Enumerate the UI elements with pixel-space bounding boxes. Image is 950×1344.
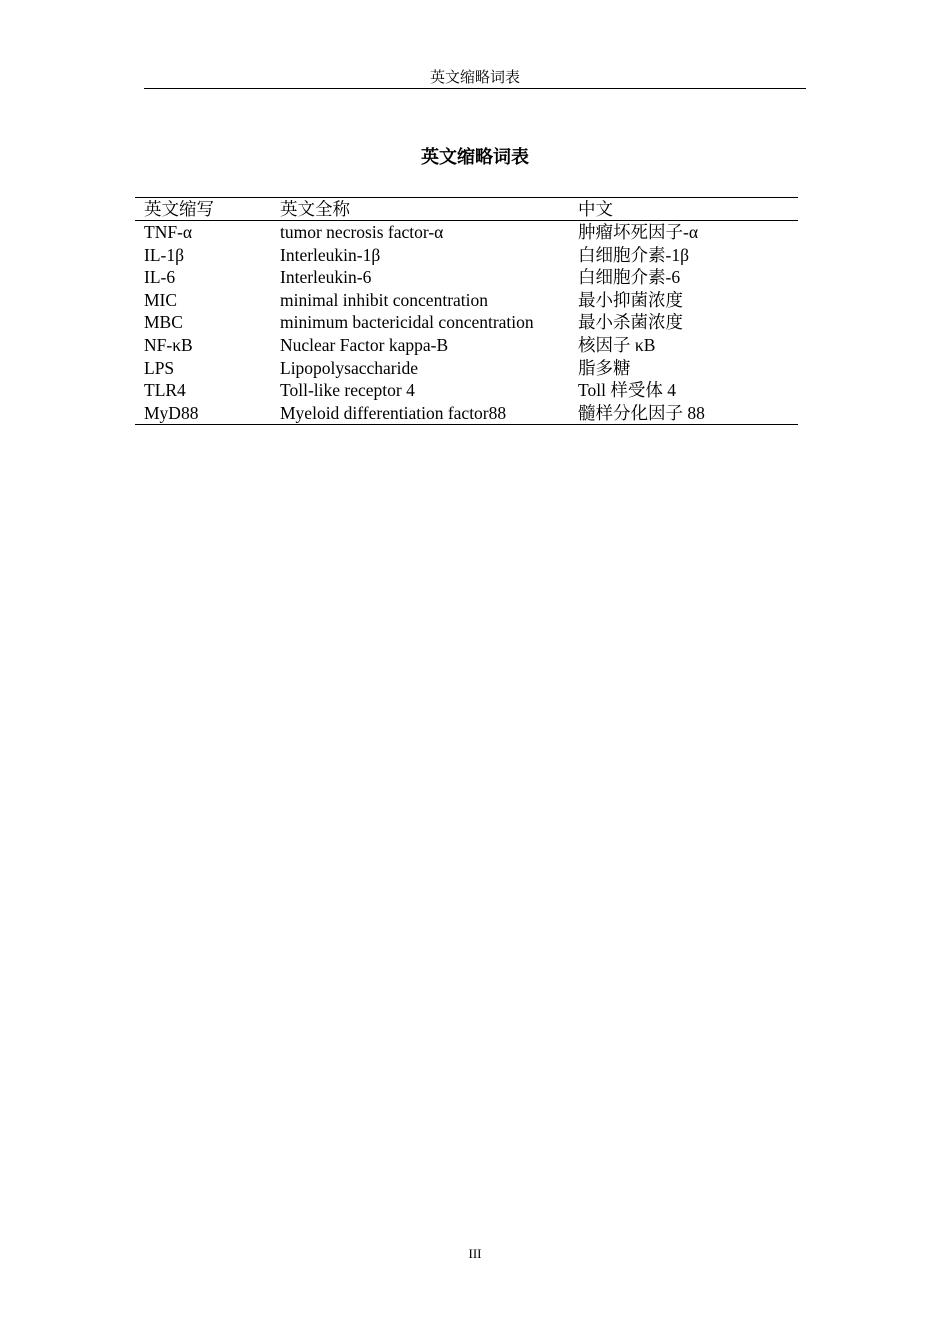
chinese-cell: 最小杀菌浓度 [578,312,683,333]
table-row [135,266,798,289]
full-name-cell: minimum bactericidal concentration [280,312,534,333]
page-number: III [468,1246,482,1261]
full-name-cell: Interleukin-6 [280,267,372,288]
table-row [135,379,798,402]
running-header: 英文缩略词表 [429,70,520,86]
abbreviation-cell: TNF-α [144,222,193,242]
table-row [135,221,798,244]
table-row [135,402,798,425]
chinese-cell: 白细胞介素-1β [578,244,689,265]
table-row [135,334,798,357]
chinese-cell: 白细胞介素-6 [578,267,681,288]
chinese-cell: Toll 样受体 4 [578,380,676,401]
abbreviation-cell: LPS [144,357,175,378]
full-name-cell: minimal inhibit concentration [280,289,489,310]
abbreviation-cell: MBC [144,312,183,333]
abbreviation-table [135,197,798,425]
abbreviation-cell: IL-1β [144,244,184,265]
column-header-full-name: 英文全称 [280,199,350,219]
full-name-cell: Toll-like receptor 4 [280,380,415,401]
table-row [135,244,798,267]
table-row [135,357,798,380]
abbreviation-cell: MyD88 [144,402,199,423]
page-title: 英文缩略词表 [421,147,529,168]
table-header-row [135,198,798,221]
table-row [135,289,798,312]
abbreviation-cell: TLR4 [144,380,186,401]
full-name-cell: Lipopolysaccharide [280,357,419,378]
full-name-cell: tumor necrosis factor-α [280,222,444,242]
chinese-cell: 核因子 κB [578,334,656,355]
abbreviation-cell: IL-6 [144,267,176,288]
chinese-cell: 脂多糖 [578,357,631,378]
full-name-cell: Interleukin-1β [280,244,381,265]
abbreviation-cell: NF-κB [144,334,193,355]
full-name-cell: Nuclear Factor kappa-B [280,334,449,355]
chinese-cell: 肿瘤坏死因子-α [578,222,698,242]
table-row [135,311,798,334]
column-header-chinese: 中文 [578,199,613,219]
column-header-abbreviation: 英文缩写 [144,199,214,219]
header-rule [144,88,806,89]
abbreviation-cell: MIC [144,289,178,310]
chinese-cell: 最小抑菌浓度 [578,289,683,310]
chinese-cell: 髓样分化因子 88 [578,402,705,423]
full-name-cell: Myeloid differentiation factor88 [280,402,507,423]
